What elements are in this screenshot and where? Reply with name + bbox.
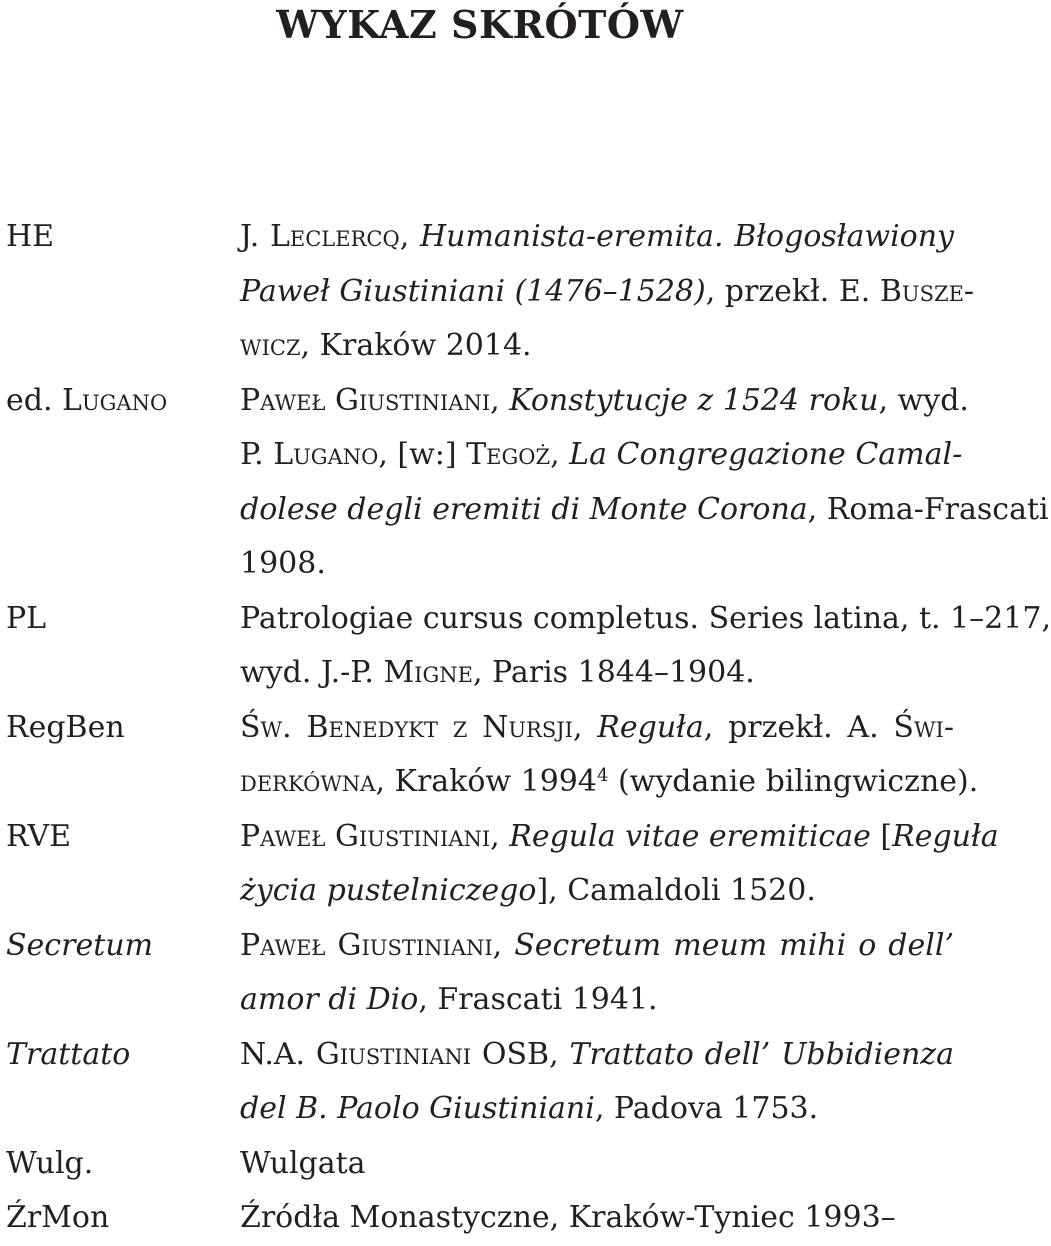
- abbreviation-description: [240, 1191, 954, 1246]
- description-line: 1908.: [240, 546, 326, 581]
- description-line: Źródła Monastyczne, Kraków-Tyniec 1993–: [240, 1200, 896, 1235]
- abbreviation-entry: [0, 1137, 960, 1192]
- abbreviation-term: PL: [6, 600, 47, 636]
- description-line: Wulgata: [240, 1145, 366, 1181]
- abbreviation-description: [240, 919, 954, 1028]
- abbreviation-term: ed. Lugano: [6, 382, 168, 418]
- abbreviation-entry: [0, 592, 1051, 701]
- abbreviation-entry: [0, 1028, 960, 1137]
- abbreviation-term: Secretum: [6, 927, 154, 963]
- description-line: dolese degli eremiti di Monte Corona, Roma-Frascati: [240, 491, 1049, 527]
- description-line: P. Lugano, [w:] Tegoż, La Congregazione Camal-: [240, 437, 963, 472]
- description-line: del B. Paolo Giustiniani, Padova 1753.: [240, 1091, 819, 1126]
- abbreviation-term: RegBen: [6, 709, 125, 745]
- abbreviation-term: ŹrMon: [6, 1200, 110, 1235]
- description-line: wyd. J.-P. Migne, Paris 1844–1904.: [240, 655, 755, 690]
- abbreviation-description: [240, 210, 975, 374]
- abbreviation-description: [240, 1028, 954, 1137]
- abbreviation-entry: [0, 701, 979, 810]
- description-line: amor di Dio, Frascati 1941.: [240, 982, 658, 1017]
- description-line: życia pustelniczego], Camaldoli 1520.: [240, 873, 816, 908]
- abbreviation-term: Wulg.: [6, 1145, 94, 1181]
- abbreviation-entry: [0, 919, 960, 1028]
- description-line: Patrologiae cursus completus. Series latina, t. 1–217,: [240, 600, 1051, 636]
- description-line: J. Leclercq, Humanista-eremita. Błogosławiony: [240, 219, 954, 254]
- description-line: Paweł Giustiniani, Regula vitae eremiticae [Reguła: [240, 818, 999, 854]
- description-line: Paweł Giustiniani, Secretum meum mihi o dell’: [240, 927, 954, 963]
- abbreviation-description: [240, 1137, 954, 1192]
- abbreviation-list: [0, 210, 1051, 1246]
- abbreviation-term: RVE: [6, 818, 72, 854]
- description-line: derkówna, Kraków 1994$^4$ (wydanie bilingwiczne).: [240, 764, 979, 799]
- abbreviation-term: HE: [6, 219, 55, 254]
- abbreviation-description: [240, 701, 979, 810]
- page-title: WYKAZ SKRÓTÓW: [276, 2, 684, 47]
- description-line: Paweł Giustiniani (1476–1528), przekł. E. Busze-: [240, 273, 975, 309]
- abbreviation-term: Trattato: [6, 1036, 131, 1072]
- description-line: wicz, Kraków 2014.: [240, 328, 532, 363]
- abbreviation-entry: [0, 374, 1049, 592]
- description-line: N.A. Giustiniani OSB, Trattato dell’ Ubbidienza: [240, 1036, 954, 1072]
- abbreviation-entry: [0, 810, 999, 919]
- description-line: Św. Benedykt z Nursji, Reguła, przekł. A. Świ-: [240, 709, 954, 745]
- abbreviation-entry: [0, 210, 975, 374]
- abbreviation-description: [240, 592, 1051, 701]
- abbreviation-entry: [0, 1191, 960, 1246]
- abbreviation-description: [240, 810, 999, 919]
- description-line: Paweł Giustiniani, Konstytucje z 1524 roku, wyd.: [240, 382, 969, 418]
- abbreviation-description: [240, 374, 1049, 592]
